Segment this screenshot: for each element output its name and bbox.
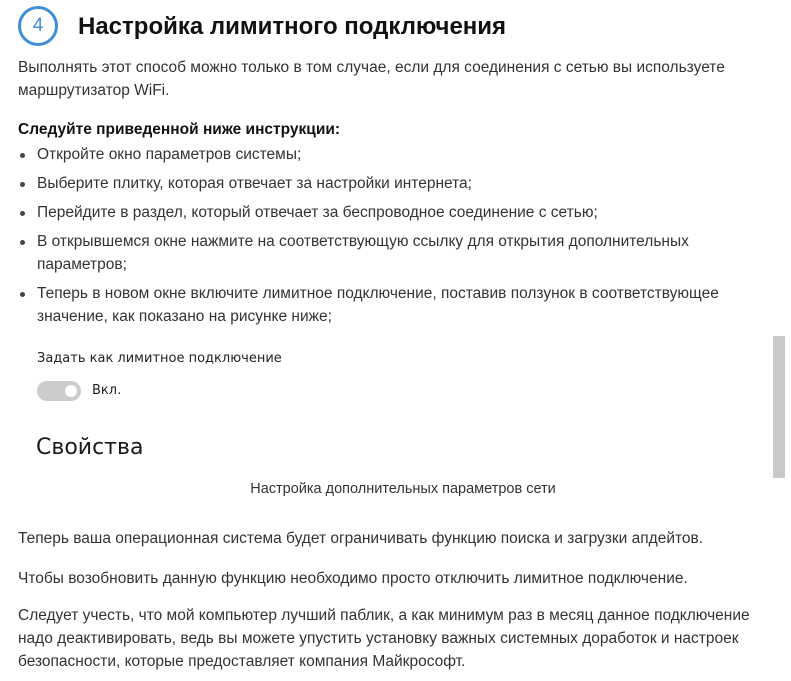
list-item-text: Перейдите в раздел, который отвечает за беспроводное соединение с сетью; — [37, 204, 598, 221]
scrollbar-thumb[interactable] — [773, 336, 785, 478]
body-paragraph-2: Чтобы возобновить данную функцию необходимо просто отключить лимитное подключение. — [18, 570, 688, 587]
toggle-knob — [65, 385, 77, 397]
list-item-text: Откройте окно параметров системы; — [37, 146, 302, 163]
step-number-badge: 4 — [18, 6, 58, 46]
properties-heading: Свойства — [36, 435, 144, 460]
metered-connection-label: Задать как лимитное подключение — [37, 351, 282, 366]
intro-paragraph: Выполнять этот способ можно только в том случае, если для соединения с сетью вы используете маршрутизатор WiFi. — [18, 59, 725, 99]
metered-connection-toggle[interactable] — [37, 381, 81, 401]
bullet-icon — [20, 292, 25, 297]
list-item-text: Выберите плитку, которая отвечает за настройки интернета; — [37, 175, 472, 192]
bullet-icon — [20, 211, 25, 216]
toggle-state-label: Вкл. — [92, 383, 122, 398]
bullet-icon — [20, 182, 25, 187]
section-title: Настройка лимитного подключения — [78, 13, 507, 40]
list-item — [18, 201, 753, 224]
list-item — [18, 282, 753, 328]
body-paragraph-3: Следует учесть, что мой компьютер лучший паблик, а как минимум раз в месяц данное подключение надо деактивировать, ведь вы можете упустить установку важных системных доработок и настроек безопасности, которые предоставляет компания Майкрософт. — [18, 607, 750, 670]
bullet-icon — [20, 240, 25, 245]
instructions-list — [18, 143, 753, 334]
body-paragraph-1: Теперь ваша операционная система будет ограничивать функцию поиска и загрузки апдейтов. — [18, 530, 704, 547]
list-item — [18, 172, 753, 195]
list-item — [18, 230, 753, 276]
instructions-heading: Следуйте приведенной ниже инструкции: — [18, 121, 341, 138]
bullet-icon — [20, 153, 25, 158]
list-item-text: Теперь в новом окне включите лимитное подключение, поставив ползунок в соответствующее значение, как показано на рисунке ниже; — [37, 285, 719, 325]
list-item — [18, 143, 753, 166]
image-caption: Настройка дополнительных параметров сети — [250, 481, 556, 497]
list-item-text: В открывшемся окне нажмите на соответствующую ссылку для открытия дополнительных параметров; — [37, 233, 689, 273]
